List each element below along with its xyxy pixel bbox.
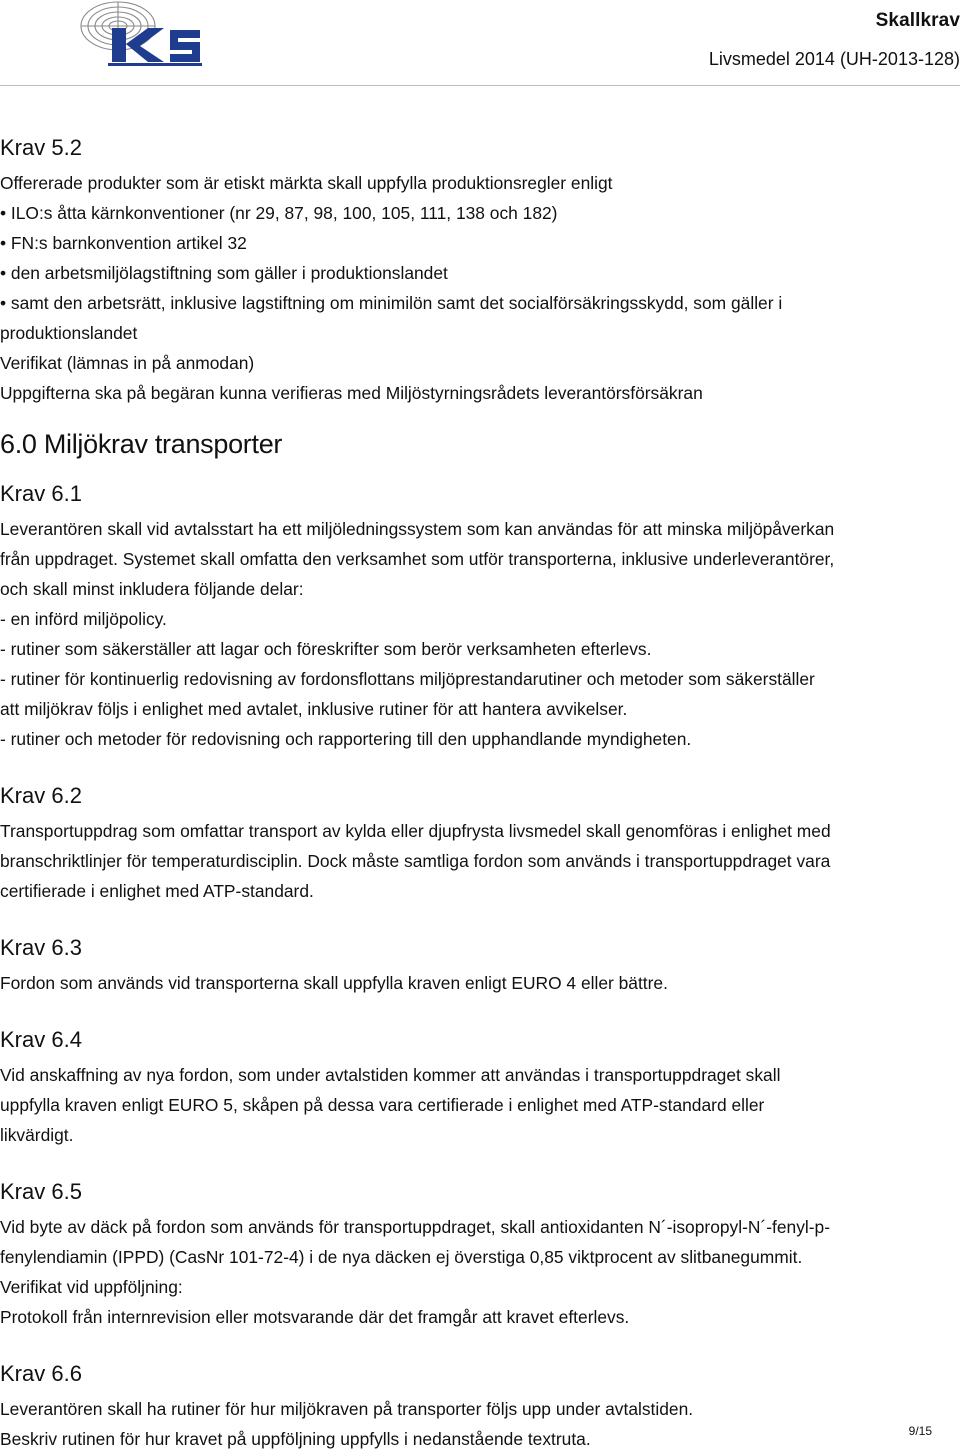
paragraph-line: från uppdraget. Systemet skall omfatta den verksamhet som utför transporterna, inklusive underleverantörer,	[0, 549, 835, 569]
paragraph-line: uppfylla kraven enligt EURO 5, skåpen på dessa vara certifierade i enlighet med ATP-standard eller	[0, 1095, 765, 1115]
verifikat-label: Verifikat (lämnas in på anmodan)	[0, 353, 255, 373]
krav-6-5-heading: Krav 6.5	[0, 1179, 82, 1204]
krav-6-4-heading: Krav 6.4	[0, 1027, 82, 1052]
paragraph-line: att miljökrav följs i enlighet med avtalet, inklusive rutiner för att hantera avvikelser.	[0, 699, 628, 719]
bullet-item-continuation: produktionslandet	[0, 323, 138, 343]
paragraph-line: certifierade i enlighet med ATP-standard.	[0, 881, 314, 901]
paragraph-line: Vid anskaffning av nya fordon, som under avtalstiden kommer att användas i transportuppdraget skall	[0, 1065, 781, 1085]
bullet-item: • samt den arbetsrätt, inklusive lagstiftning om minimilön samt det socialförsäkringsskydd, som gäller i	[0, 288, 958, 318]
paragraph-line: fenylendiamin (IPPD) (CasNr 101-72-4) i de nya däcken ej överstiga 0,85 viktprocent av slitbanegummit.	[0, 1247, 803, 1267]
krav-6-2-heading: Krav 6.2	[0, 783, 82, 808]
ks-logo-icon	[78, 0, 204, 68]
paragraph-line: Leverantören skall vid avtalsstart ha ett miljöledningssystem som kan användas för att minska miljöpåverkan	[0, 519, 835, 539]
paragraph-line: Vid byte av däck på fordon som används för transportuppdraget, skall antioxidanten N´-isopropyl-N´-fenyl-p-	[0, 1217, 831, 1237]
paragraph-line: branschriktlinjer för temperaturdisciplin. Dock måste samtliga fordon som används i transportuppdraget vara	[0, 851, 831, 871]
header-subtitle: Livsmedel 2014 (UH-2013-128)	[708, 49, 960, 69]
header-title: Skallkrav	[875, 10, 960, 31]
krav-6-1-heading: Krav 6.1	[0, 481, 82, 506]
krav-6-6-heading: Krav 6.6	[0, 1361, 82, 1386]
krav-5-2-intro: Offererade produkter som är etiskt märkta skall uppfylla produktionsregler enligt	[0, 173, 613, 193]
page-number: 9/15	[908, 1424, 932, 1438]
paragraph-line: Fordon som används vid transporterna skall uppfylla kraven enligt EURO 4 eller bättre.	[0, 973, 668, 993]
paragraph-line: - en införd miljöpolicy.	[0, 609, 167, 629]
paragraph-line: Verifikat vid uppföljning:	[0, 1277, 183, 1297]
document-body	[0, 128, 958, 1454]
section-title: 6.0 Miljökrav transporter	[0, 429, 283, 459]
paragraph-line: Transportuppdrag som omfattar transport av kylda eller djupfrysta livsmedel skall genomföras i enlighet med	[0, 821, 831, 841]
krav-5-2-heading: Krav 5.2	[0, 135, 82, 160]
bullet-item: • ILO:s åtta kärnkonventioner (nr 29, 87, 98, 100, 105, 111, 138 och 182)	[0, 198, 958, 228]
krav-6-3-heading: Krav 6.3	[0, 935, 82, 960]
paragraph-line: likvärdigt.	[0, 1125, 74, 1145]
paragraph-line: Protokoll från internrevision eller motsvarande där det framgår att kravet efterlevs.	[0, 1307, 630, 1327]
paragraph-line: - rutiner som säkerställer att lagar och föreskrifter som berör verksamheten efterlevs.	[0, 639, 652, 659]
verifikat-text: Uppgifterna ska på begäran kunna verifieras med Miljöstyrningsrådets leverantörsförsäkran	[0, 383, 703, 403]
paragraph-line: och skall minst inkludera följande delar:	[0, 579, 304, 599]
paragraph-line: - rutiner för kontinuerlig redovisning av fordonsflottans miljöprestandarutiner och metoder som säkerställer	[0, 669, 815, 689]
bullet-item: • den arbetsmiljölagstiftning som gäller i produktionslandet	[0, 258, 958, 288]
paragraph-line: Beskriv rutinen för hur kravet på uppföljning uppfylls i nedanstående textruta.	[0, 1429, 591, 1449]
page-header	[0, 0, 960, 90]
paragraph-line: Leverantören skall ha rutiner för hur miljökraven på transporter följs upp under avtalstiden.	[0, 1399, 694, 1419]
bullet-item: • FN:s barnkonvention artikel 32	[0, 228, 958, 258]
paragraph-line: - rutiner och metoder för redovisning och rapportering till den upphandlande myndigheten.	[0, 729, 692, 749]
header-divider	[0, 85, 960, 86]
